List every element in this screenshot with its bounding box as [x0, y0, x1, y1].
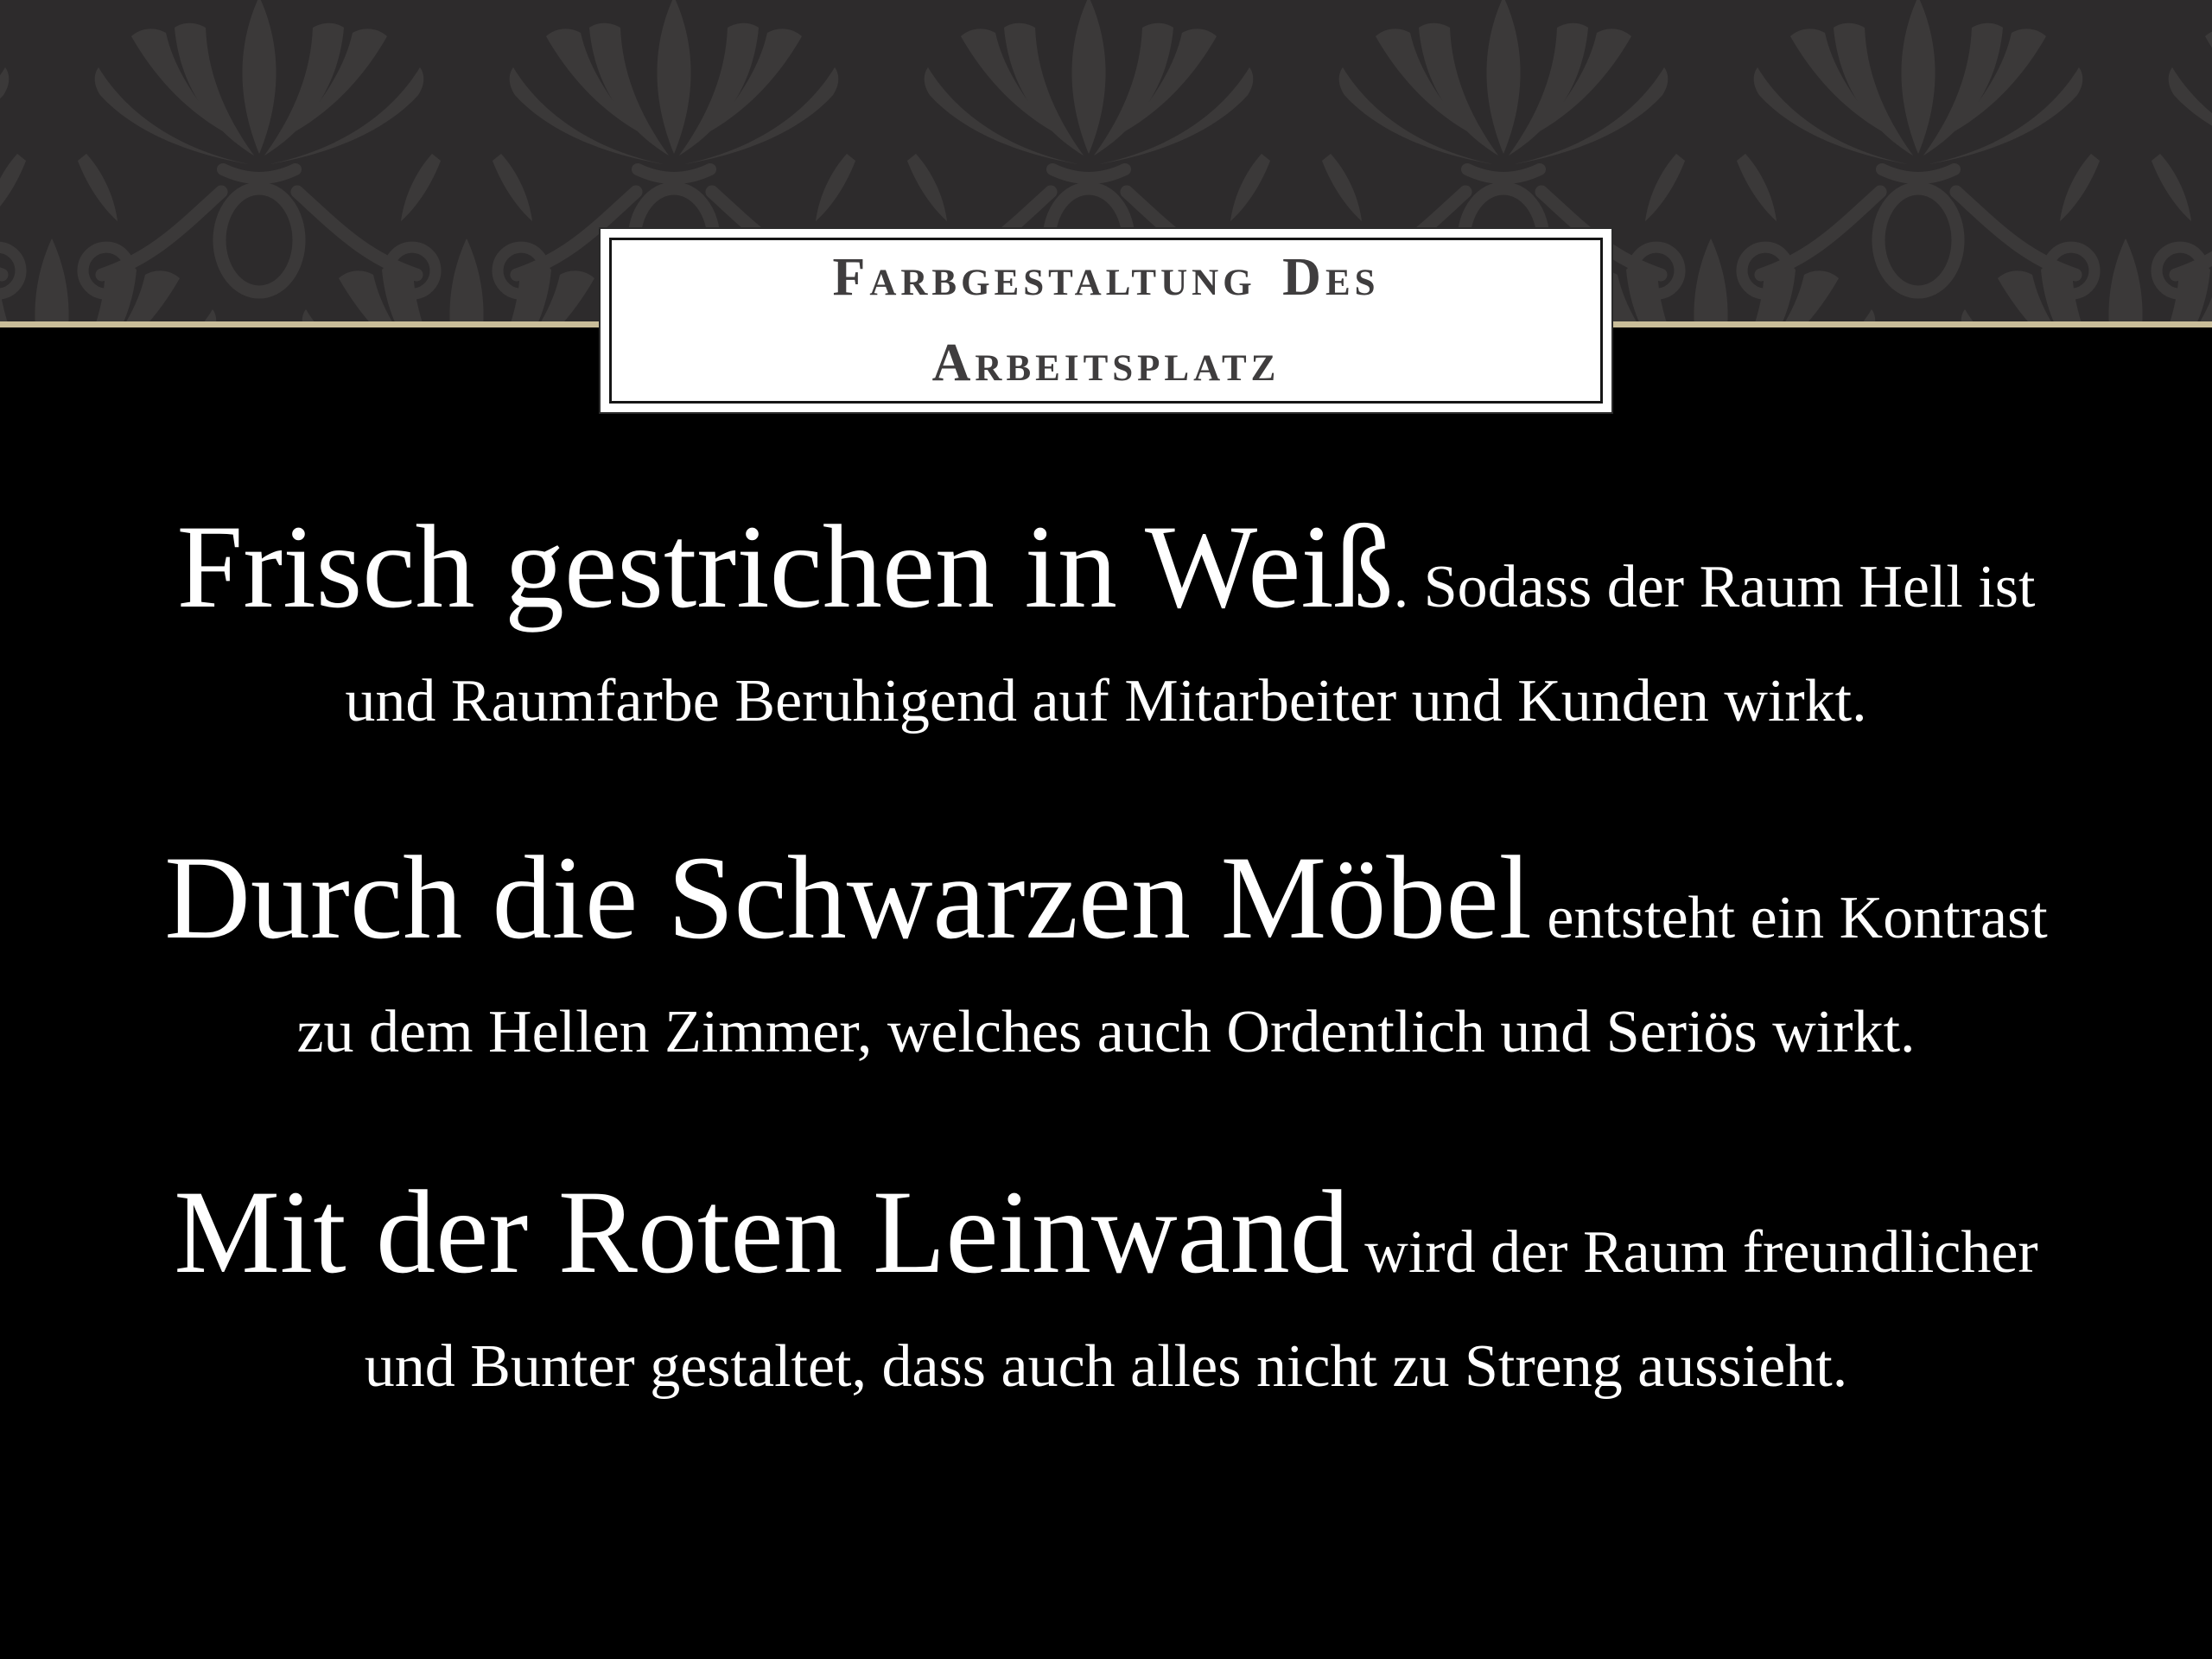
- title-line-2: Arbeitsplatz: [931, 334, 1281, 392]
- paragraph-3-lead-line: [52, 1164, 2160, 1321]
- title-line-1: Farbgestaltung Des: [832, 248, 1380, 307]
- lead-annotation: wird der Raum freundlicher: [1349, 1219, 2038, 1286]
- paragraph-1-lead-line: [52, 499, 2160, 656]
- lead-annotation: entsteht ein Kontrast: [1531, 885, 2048, 951]
- lead-text: Mit der Roten Leinwand: [174, 1166, 1350, 1298]
- lead-text: Durch die Schwarzen Möbel: [164, 831, 1532, 963]
- paragraph-block-3: [52, 1164, 2160, 1413]
- paragraph-1-body-line: und Raumfarbe Beruhigend auf Mitarbeiter und Kunden wirkt.: [345, 668, 1867, 734]
- paragraph-2-body-line: zu dem Hellen Zimmer, welches auch Ordentlich und Seriös wirkt.: [296, 999, 1916, 1065]
- paragraph-block-1: [52, 499, 2160, 747]
- title-box: [599, 227, 1613, 414]
- slide-title: [601, 229, 1611, 412]
- lead-annotation: . Sodass der Raum Hell ist: [1393, 554, 2036, 620]
- paragraph-2-lead-line: [52, 830, 2160, 987]
- paragraph-block-2: [52, 830, 2160, 1078]
- paragraph-3-body-line: und Bunter gestaltet, dass auch alles nicht zu Streng aussieht.: [364, 1333, 1848, 1400]
- lead-text: Frisch gestrichen in Weiß: [176, 500, 1394, 632]
